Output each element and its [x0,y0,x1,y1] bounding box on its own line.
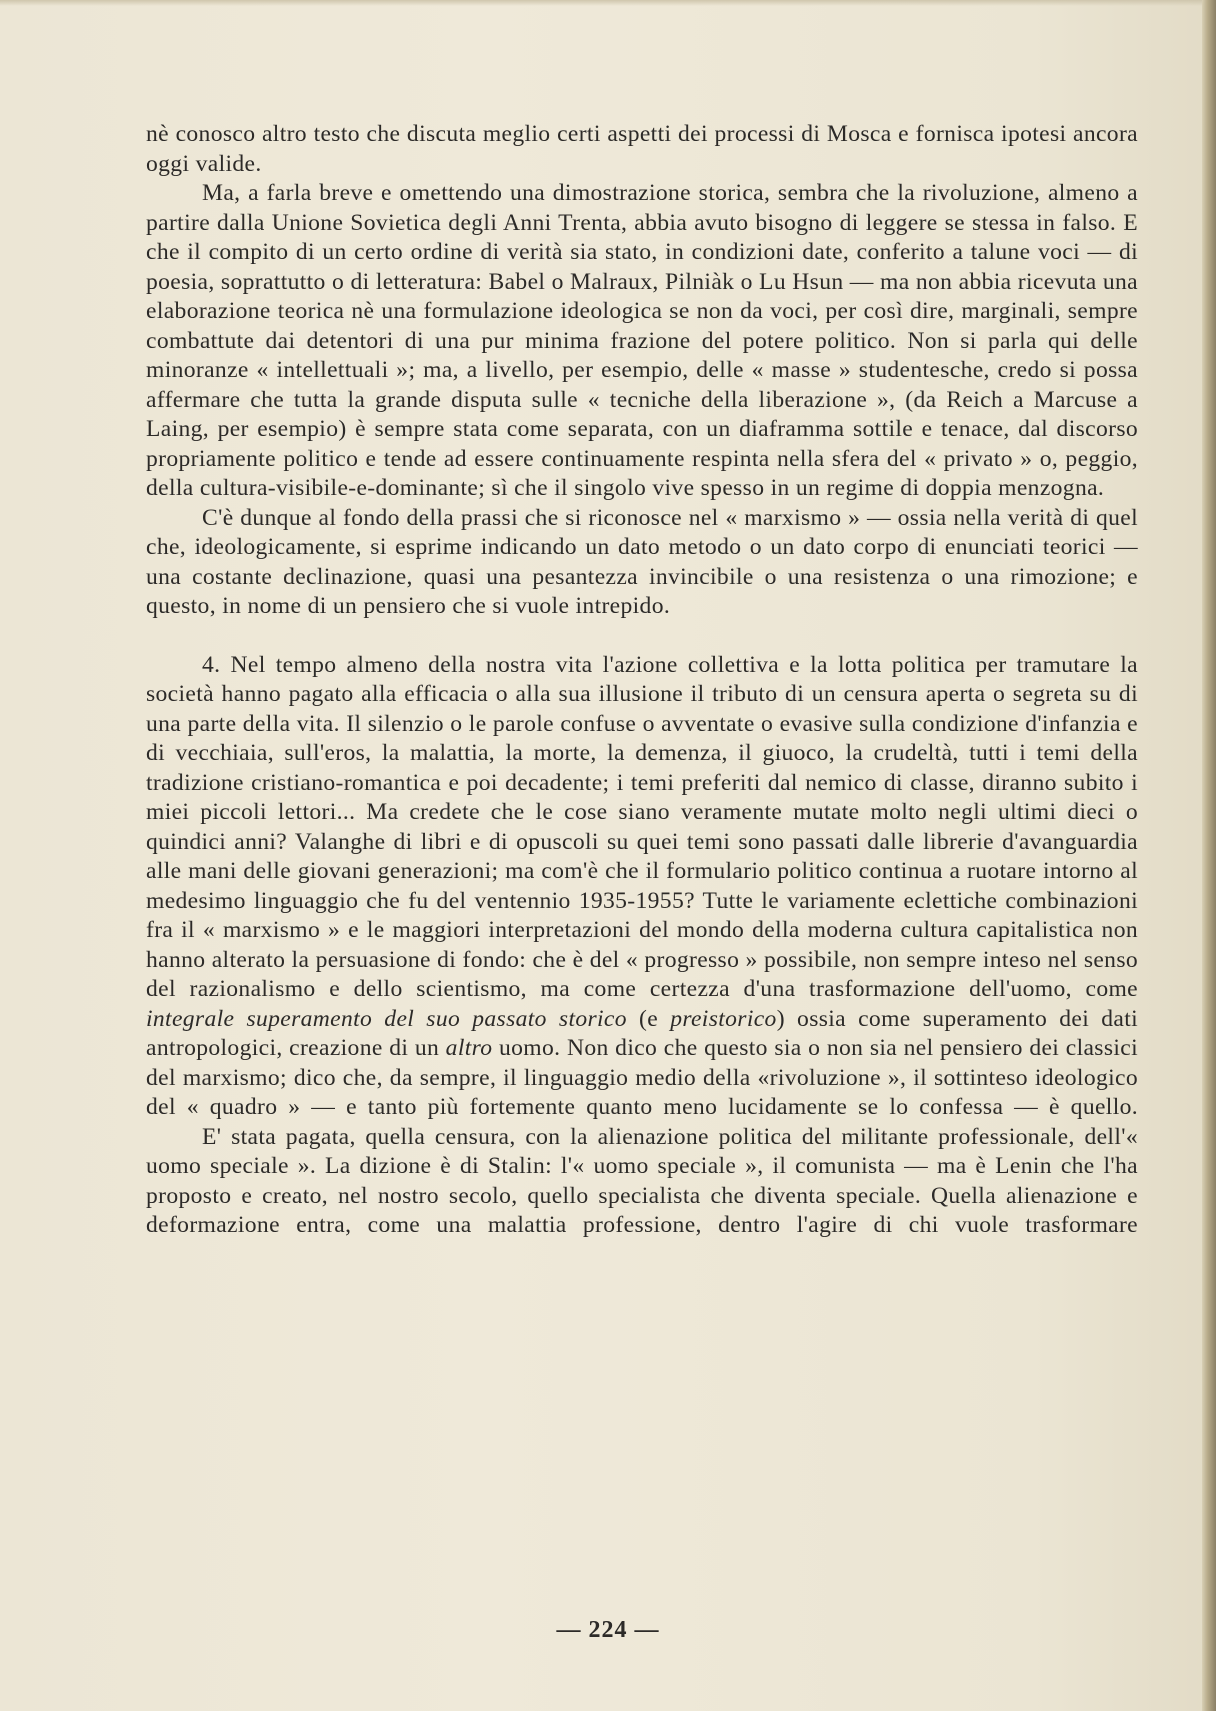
paragraph-section-4 [146,651,1138,1123]
paragraph-revolution: Ma, a farla breve e omettendo una dimostrazione storica, sembra che la rivoluzione, almeno a partire dalla Unione Sovietica degli Anni Trenta, abbia avuto bisogno di leggere se stessa in falso. E che il compito di un certo ordine di verità sia stato, in condizioni date, conferito a talune voci — di poesia, soprattutto o di letteratura: Babel o Malraux, Pilniàk o Lu Hsun — ma non abbia ricevuta una elaborazione teorica nè una formulazione ideologica se non da voci, per così dire, marginali, sempre combattute dai detentori di una pur minima frazione del potere politico. Non si parla qui delle minoranze « intellettuali »; ma, a livello, per esempio, delle « masse » studentesche, credo si possa affermare che tutta la grande disputa sulle « tecniche della liberazione », (da Reich a Marcuse a Laing, per esempio) è sempre stata come separata, con un diaframma sottile e tenace, dal discorso propriamente politico e tende ad essere continuamente respinta nella sfera del « privato » o, peggio, della cultura-visibile-e-dominante; sì che il singolo vive spesso in un regime di doppia menzogna. [146,180,1138,501]
section-4-text-b: (e [639,1005,659,1032]
paragraph-continuation: nè conosco altro testo che discuta meglio certi aspetti dei processi di Mosca e fornisca ipotesi ancora oggi valide. [146,121,1138,177]
section-4-text-d: uomo. Non dico che questo sia o non sia nel pensiero dei classici del marxismo; dico che, da sempre, il linguaggio medio della «rivoluzione », il sottinteso ideologico del « quadro » — e tanto più fortemente quanto meno lucidamente se lo confessa — è quello. [146,1035,1138,1120]
section-4-text-a: 4. Nel tempo almeno della nostra vita l'azione collettiva e la lotta politica per tramutare la società hanno pagato alla efficacia o alla sua illusione il tributo di un censura aperta o segreta su di una parte della vita. Il silenzio o le parole confuse o avventate o evasive sulla condizione d'infanzia e di vecchiaia, sull'eros, la malattia, la morte, la demenza, il giuoco, la crudeltà, tutti i temi della tradizione cristiano-romantica e poi decadente; i temi preferiti dal nemico di classe, diranno subito i miei piccoli lettori... Ma credete che le cose siano veramente mutate molto negli ultimi dieci o quindici anni? Valanghe di libri e di opuscoli su quei temi sono passati dalle librerie d'avanguardia alle mani delle giovani generazioni; ma com'è che il formulario politico continua a ruotare intorno al medesimo linguaggio che fu del ventennio 1935-1955? Tutte le variamente eclettiche combinazioni fra il « marxismo » e le maggiori interpretazioni del mondo della moderna cultura capitalistica non hanno alterato la persuasione di fondo: che è del « progresso » possibile, non sempre inteso nel senso del razionalismo e dello scientismo, ma come certezza d'una trasformazione dell'uomo, come [146,651,1138,1002]
paragraph-uomo-speciale: E' stata pagata, quella censura, con la alienazione politica del militante professionale, dell'« uomo speciale ». La dizione è di Stalin: l'« uomo speciale », il comunista — ma è Lenin che l'ha proposto e creato, nel nostro secolo, quello specialista che diventa speciale. Quella alienazione e deformazione entra, come una malattia professione, dentro l'agire di chi vuole trasformare [146,1123,1138,1238]
italic-word-altro: altro [445,1035,493,1061]
page-right-edge [1202,0,1216,1711]
page-top-shadow [0,0,1216,6]
paragraph-marxism: C'è dunque al fondo della prassi che si riconosce nel « marxismo » — ossia nella verità di quel che, ideologicamente, si esprime indicando un dato metodo o un dato corpo di enunciati teorici — una costante declinazione, quasi una pesantezza invincibile o una resistenza o una rimozione; e questo, in nome di un pensiero che si vuole intrepido. [146,504,1138,619]
italic-phrase-superamento: integrale superamento del suo passato storico [146,1005,627,1032]
page-number: — 224 — [556,1617,660,1643]
section-4-text-c: ) ossia come superamento dei dati antropologici, creazione di un [146,1005,1138,1061]
italic-word-preistorico: preistorico [670,1005,777,1032]
body-text [146,120,1138,1241]
